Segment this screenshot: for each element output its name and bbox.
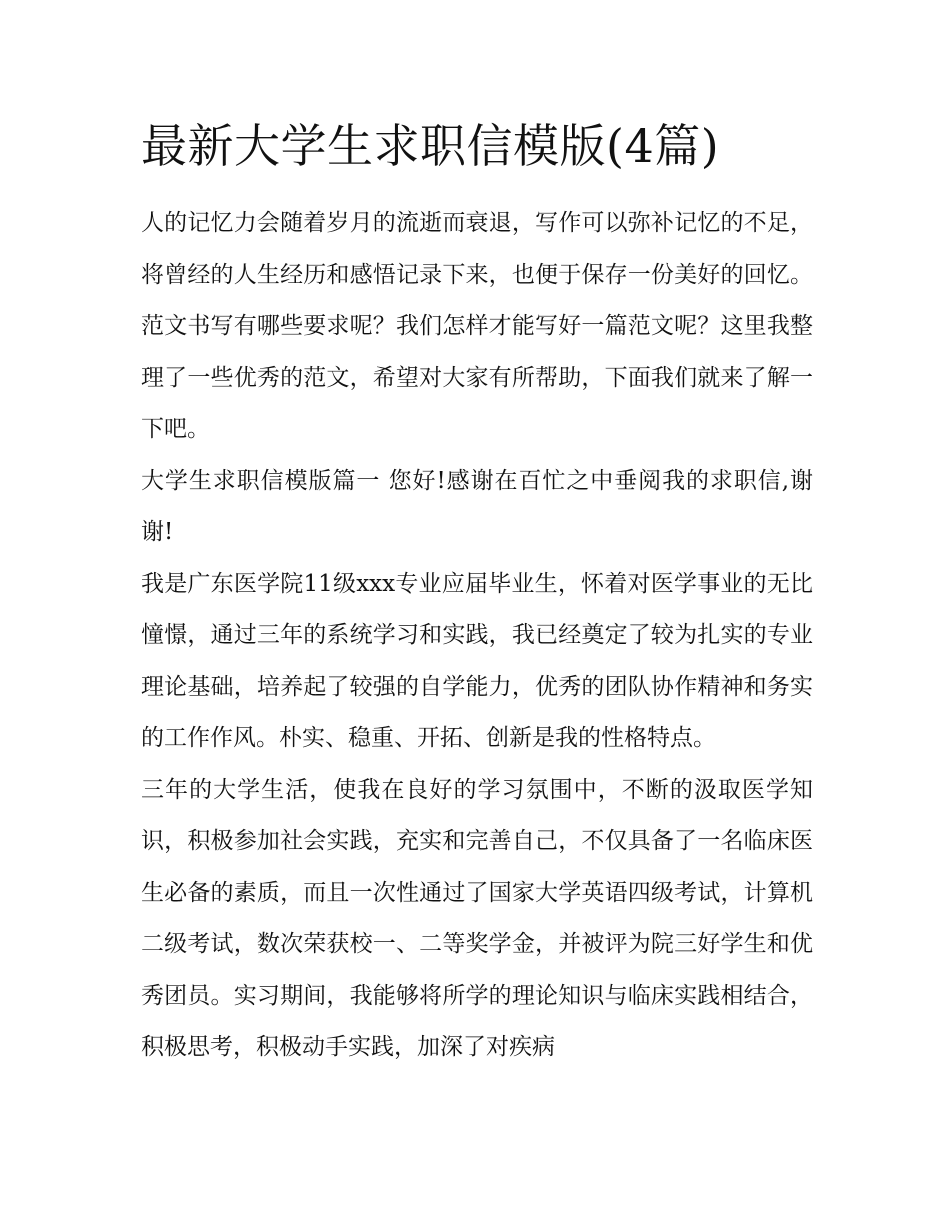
college-life-paragraph: 三年的大学生活，使我在良好的学习氛围中，不断的汲取医学知识，积极参加社会实践，充实和完善自己，不仅具备了一名临床医生必备的素质，而且一次性通过了国家大学英语四级考试，计算机二级考试，数次荣获校一、二等奖学金，并被评为院三好学生和优秀团员。实习期间，我能够将所学的理论知识与临床实践相结合，积极思考，积极动手实践，加深了对疾病 <box>141 776 813 1060</box>
document-body <box>141 108 813 1074</box>
document-title: 最新大学生求职信模版(4篇) <box>141 119 720 173</box>
letter-greeting-paragraph: 大学生求职信模版篇一 您好!感谢在百忙之中垂阅我的求职信,谢谢! <box>141 467 813 545</box>
intro-paragraph: 人的记忆力会随着岁月的流逝而衰退，写作可以弥补记忆的不足，将曾经的人生经历和感悟记录下来，也便于保存一份美好的回忆。范文书写有哪些要求呢？我们怎样才能写好一篇范文呢？这里我整理了一些优秀的范文，希望对大家有所帮助，下面我们就来了解一下吧。 <box>141 210 813 442</box>
self-introduction-paragraph: 我是广东医学院11级xxx专业应届毕业生，怀着对医学事业的无比憧憬，通过三年的系统学习和实践，我已经奠定了较为扎实的专业理论基础，培养起了较强的自学能力，优秀的团队协作精神和务实的工作作风。朴实、稳重、开拓、创新是我的性格特点。 <box>141 570 813 751</box>
